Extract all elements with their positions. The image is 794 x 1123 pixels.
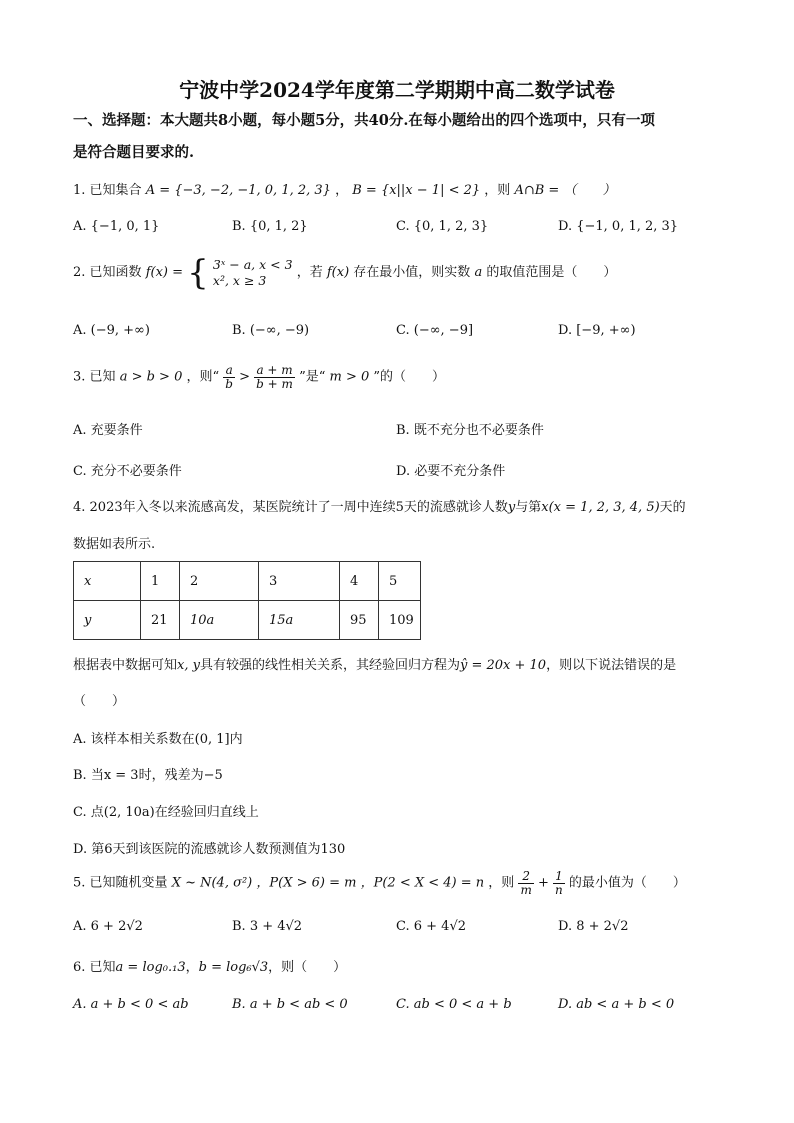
q5-option-b[interactable]: B. 3 + 4√2 [232,919,303,934]
q4-x-set: x(x = 1, 2, 3, 4, 5) [541,500,660,515]
q3-greater-than: > [239,369,251,385]
q4-option-d[interactable]: D. 第6天到该医院的流感就诊人数预测值为130 [73,842,346,857]
table-cell: 4 [340,562,379,601]
q3-fraction-1-denominator: b [225,377,233,391]
q5-fraction-2-numerator: 1 [553,870,565,884]
q5-fraction-2-denominator: n [555,883,563,897]
table-cell: y [74,601,141,640]
q3-option-a[interactable]: A. 充要条件 [73,423,143,438]
q4-text-e: 具有较强的线性相关关系，其经验回归方程为 [199,658,460,673]
question-3-stem [73,364,445,391]
table-row [74,601,421,640]
q2-option-d[interactable]: D. [−9, +∞) [558,323,636,338]
section-header-line2: 是符合题目要求的. [73,144,195,161]
q6-value-a: a = log₀.₁3 [115,960,186,975]
q3-condition: a > b > 0 [119,369,183,385]
q1-sep: ， [335,183,349,198]
question-4-stem-line4: （ ） [73,694,126,709]
q4-text-c: 天的 [659,500,686,515]
q3-text-c: ”是“ [299,369,326,385]
q2-brace: { [187,253,209,293]
q5-option-a[interactable]: A. 6 + 2√2 [73,919,143,934]
q5-distribution: X ~ N(4, σ²) [171,875,253,891]
question-1-stem [73,181,615,201]
table-cell: 15a [259,601,340,640]
q5-text-a: 5. 已知随机变量 [73,875,168,891]
q4-text-f: ，则以下说法错误的是 [546,658,677,673]
q3-text-a: 3. 已知 [73,369,116,385]
table-cell: 21 [141,601,180,640]
q5-text-b: ，则 [488,875,515,891]
q6-option-c[interactable]: C. ab < 0 < a + b [396,997,512,1012]
q6-option-d[interactable]: D. ab < a + b < 0 [558,997,675,1012]
q4-regression-equation: ŷ = 20x + 10 [459,658,547,673]
q3-fraction-1 [223,364,235,391]
table-cell: 5 [379,562,421,601]
table-cell: x [74,562,141,601]
q4-variable-y: y [507,500,516,515]
q6-option-b[interactable]: B. a + b < ab < 0 [232,997,348,1012]
q2-text-c: 存在最小值，则实数 [353,265,471,280]
q2-function: f(x) = [145,265,183,280]
q2-option-c[interactable]: C. (−∞, −9] [396,323,474,338]
q4-data-table [73,561,421,640]
q3-fraction-1-numerator: a [223,364,235,378]
q3-fraction-2-denominator: b + m [256,377,293,391]
q5-text-c: 的最小值为（ ） [568,875,686,891]
table-cell: 2 [180,562,259,601]
q2-function-ref: f(x) [326,265,350,280]
q1-option-d[interactable]: D. {−1, 0, 1, 2, 3} [558,219,679,234]
q3-condition-2: m > 0 [329,369,370,385]
q4-text-d: 根据表中数据可知 [73,658,178,673]
q4-option-b[interactable]: B. 当x = 3时，残差为−5 [73,768,223,783]
q6-value-b: b = log₆√3 [198,960,269,975]
q5-option-d[interactable]: D. 8 + 2√2 [558,919,629,934]
q5-fraction-1 [518,870,533,897]
q4-variables-xy: x, y [177,658,200,673]
table-cell: 1 [141,562,180,601]
q4-text-a: 4. 2023年入冬以来流感高发，某医院统计了一周中连续5天的流感就诊人数 [73,500,508,515]
q2-variable-a: a [474,265,483,280]
q3-option-c[interactable]: C. 充分不必要条件 [73,464,182,479]
q6-text-b: ， [185,960,199,975]
question-6-stem [73,958,346,978]
table-cell: 10a [180,601,259,640]
question-4-stem-line2: 数据如表所示. [73,537,156,552]
question-4-stem-line3 [73,656,676,676]
q2-text-b: ，若 [296,265,323,280]
q5-fraction-1-numerator: 2 [518,870,533,884]
section-header-line1: 一、选择题：本大题共8小题，每小题5分，共40分.在每小题给出的四个选项中，只有一项 [73,112,655,129]
q1-set-b: B = {x||x − 1| < 2} [352,183,481,198]
q2-option-a[interactable]: A. (−9, +∞) [73,323,150,338]
table-cell: 95 [340,601,379,640]
q2-option-b[interactable]: B. (−∞, −9) [232,323,310,338]
q1-option-c[interactable]: C. {0, 1, 2, 3} [396,219,489,234]
q1-text-b: ，则 [484,183,511,198]
table-cell: 109 [379,601,421,640]
q1-set-a: A = {−3, −2, −1, 0, 1, 2, 3} [145,183,331,198]
q3-text-d: ”的（ ） [373,369,446,385]
q2-piecewise [213,257,293,289]
q4-option-c[interactable]: C. 点(2, 10a)在经验回归直线上 [73,805,259,820]
q4-text-b: 与第 [515,500,542,515]
q2-text-a: 2. 已知函数 [73,265,142,280]
q5-fraction-1-denominator: m [520,883,532,897]
q5-probability-2: ，P(2 < X < 4) = n [360,875,485,891]
question-4-stem-line1 [73,498,686,518]
q1-expression: A∩B = （ ） [514,183,616,198]
q6-text-c: ，则（ ） [268,960,347,975]
q3-option-d[interactable]: D. 必要不充分条件 [396,464,506,479]
q1-text-a: 1. 已知集合 [73,183,142,198]
q3-fraction-2-numerator: a + m [254,364,295,378]
q1-option-b[interactable]: B. {0, 1, 2} [232,219,308,234]
question-5-stem [73,870,686,897]
q3-fraction-2 [254,364,295,391]
q5-option-c[interactable]: C. 6 + 4√2 [396,919,467,934]
question-2-stem [73,253,617,293]
q5-fraction-2 [553,870,565,897]
q2-case-1: 3ˣ − a, x < 3 [212,257,293,272]
q1-option-a[interactable]: A. {−1, 0, 1} [73,219,160,234]
page-title: 宁波中学2024学年度第二学期期中高二数学试卷 [179,78,615,102]
q6-text-a: 6. 已知 [73,960,116,975]
q3-text-b: ，则“ [186,369,220,385]
q6-option-a[interactable]: A. a + b < 0 < ab [73,997,189,1012]
q3-option-b[interactable]: B. 既不充分也不必要条件 [396,423,544,438]
q2-text-d: 的取值范围是（ ） [486,265,617,280]
table-cell: 3 [259,562,340,601]
q4-option-a[interactable]: A. 该样本相关系数在(0, 1]内 [73,732,243,747]
q5-probability-1: ，P(X > 6) = m [256,875,357,891]
q2-case-2: x², x ≥ 3 [212,273,267,288]
table-row [74,562,421,601]
q5-plus: + [537,875,549,891]
